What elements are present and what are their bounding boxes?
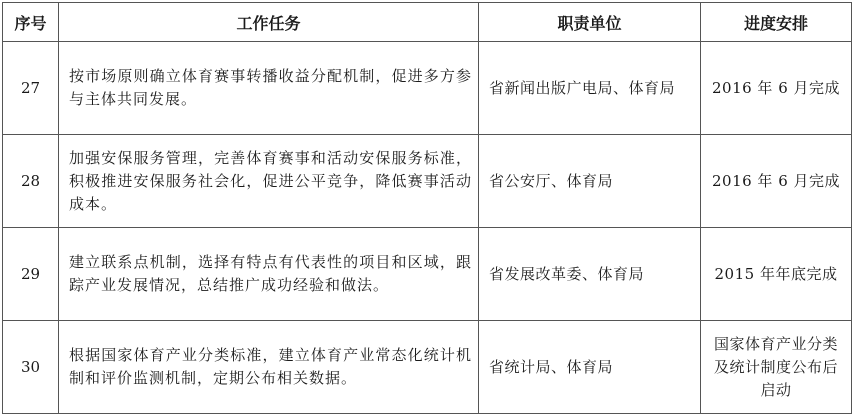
- row-unit: 省公安厅、体育局: [479, 135, 701, 228]
- row-unit: 省统计局、体育局: [479, 321, 701, 414]
- table-row: [3, 321, 852, 414]
- header-progress: 进度安排: [701, 3, 852, 42]
- row-progress: 2015 年年底完成: [701, 228, 852, 321]
- table-row: [3, 135, 852, 228]
- header-unit: 职责单位: [479, 3, 701, 42]
- row-no: 27: [3, 42, 59, 135]
- row-progress: 国家体育产业分类及统计制度公布后启动: [701, 321, 852, 414]
- row-no: 29: [3, 228, 59, 321]
- row-task: 按市场原则确立体育赛事转播收益分配机制，促进多方参与主体共同发展。: [59, 42, 479, 135]
- row-task: 加强安保服务管理，完善体育赛事和活动安保服务标准，积极推进安保服务社会化，促进公平竞争，降低赛事活动成本。: [59, 135, 479, 228]
- row-unit: 省新闻出版广电局、体育局: [479, 42, 701, 135]
- task-table: [2, 2, 852, 414]
- row-unit: 省发展改革委、体育局: [479, 228, 701, 321]
- header-no: 序号: [3, 3, 59, 42]
- table-row: [3, 228, 852, 321]
- header-task: 工作任务: [59, 3, 479, 42]
- row-no: 28: [3, 135, 59, 228]
- table-header-row: [3, 3, 852, 42]
- row-no: 30: [3, 321, 59, 414]
- row-progress: 2016 年 6 月完成: [701, 135, 852, 228]
- row-progress: 2016 年 6 月完成: [701, 42, 852, 135]
- row-task: 根据国家体育产业分类标准，建立体育产业常态化统计机制和评价监测机制，定期公布相关数据。: [59, 321, 479, 414]
- table-row: [3, 42, 852, 135]
- row-task: 建立联系点机制，选择有特点有代表性的项目和区域，跟踪产业发展情况，总结推广成功经验和做法。: [59, 228, 479, 321]
